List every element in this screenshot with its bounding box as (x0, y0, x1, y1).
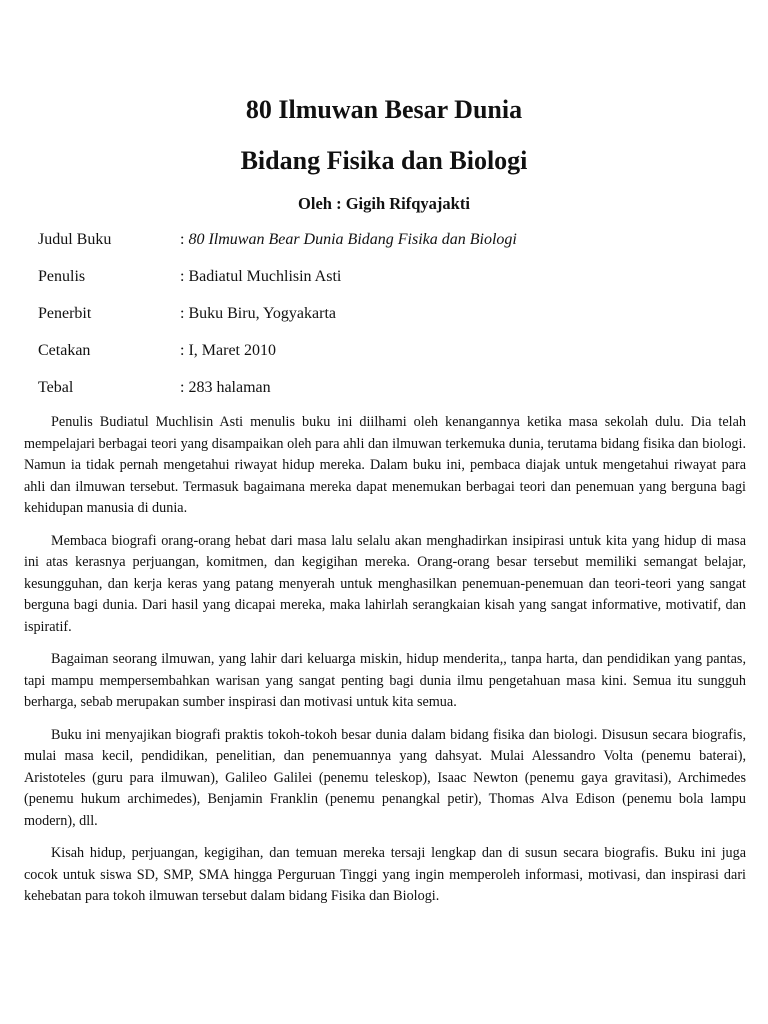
meta-separator: : (180, 379, 189, 396)
meta-row-judul-buku (38, 232, 738, 269)
meta-label: Cetakan (38, 342, 91, 359)
meta-value (180, 269, 341, 285)
meta-row-cetakan (38, 343, 738, 380)
meta-row-penerbit (38, 306, 738, 343)
meta-label: Tebal (38, 379, 74, 396)
book-metadata (38, 232, 738, 417)
meta-label: Judul Buku (38, 231, 112, 248)
author-value: Badiatul Muchlisin Asti (188, 268, 342, 285)
meta-label: Penulis (38, 268, 86, 285)
document-title: 80 Ilmuwan Besar Dunia (245, 95, 523, 124)
edition-value: I, Maret 2010 (188, 342, 276, 359)
document-subtitle: Bidang Fisika dan Biologi (240, 146, 528, 175)
meta-label: Penerbit (38, 305, 92, 322)
meta-separator: : (180, 231, 189, 248)
body-paragraph: Kisah hidup, perjuangan, kegigihan, dan temuan mereka tersaji lengkap dan di susun secara biografis. Buku ini juga cocok untuk siswa SD, SMP, SMA hingga Perguruan Tinggi yang ingin memperoleh informasi, motivasi, dan inspirasi dari kehebatan para tokoh ilmuwan tersebut dalam bidang Fisika dan Biologi. (24, 845, 746, 904)
meta-row-penulis (38, 269, 738, 306)
book-title-value: 80 Ilmuwan Bear Dunia Bidang Fisika dan Biologi (188, 231, 517, 248)
meta-separator: : (180, 268, 189, 285)
author-line: Oleh : Gigih Rifqyajakti (298, 194, 470, 213)
meta-separator: : (180, 305, 189, 322)
body-paragraph: Membaca biografi orang-orang hebat dari masa lalu selalu akan menghadirkan insipirasi untuk kita yang hidup di masa ini atas kerasnya perjuangan, komitmen, dan kegigihan mereka. Orang-orang besar tersebut memiliki semangat belajar, kesungguhan, dan kerja keras yang patang menyerah untuk menghasilkan penemuan-penemuan dan teori-teori yang sangat berguna bagi dunia. Dari hasil yang dicapai mereka, maka lahirlah serangkaian kisah yang sangat informative, motivatif, dan ispiratif. (24, 532, 746, 635)
review-body (24, 412, 746, 919)
meta-value (180, 380, 271, 396)
meta-value (180, 343, 276, 359)
body-paragraph: Penulis Budiatul Muchlisin Asti menulis buku ini diilhami oleh kenangannya ketika masa sekolah dulu. Dia telah mempelajari berbagai teori yang disampaikan oleh para ahli dan ilmuwan terkemuka dunia, terutama bidang fisika dan biologi. Namun ia tidak pernah mengetahui riwayat hidup mereka. Dalam buku ini, pembaca diajak untuk mengetahui riwayat para ahli dan ilmuwan tersebut. Termasuk bagaimana mereka dapat menemukan berbagai teori dan penemuan yang berguna bagi kehidupan manusia di dunia. (24, 414, 746, 516)
meta-value (180, 306, 336, 322)
body-paragraph: Buku ini menyajikan biografi praktis tokoh-tokoh besar dunia dalam bidang fisika dan biologi. Disusun secara biografis, mulai masa kecil, pendidikan, penelitian, dan penemuannya yang dahsyat. Mulai Alessandro Volta (penemu baterai), Aristoteles (guru para ilmuwan), Galileo Galilei (penemu teleskop), Isaac Newton (penemu gaya gravitasi), Archimedes (penemu hukum archimedes), Benjamin Franklin (penemu penangkal petir), Thomas Alva Edison (penemu bola lampu modern), dll. (24, 726, 746, 829)
body-paragraph: Bagaiman seorang ilmuwan, yang lahir dari keluarga miskin, hidup menderita,, tanpa harta, dan pendidikan yang pantas, tapi mampu mempersembahkan warisan yang sangat penting bagi dunia ilmu pengetahuan masa kini. Semua itu sungguh berharga, sebab merupakan sumber inspirasi dan motivasi untuk kita semua. (24, 651, 746, 710)
meta-value (180, 232, 517, 248)
publisher-value: Buku Biru, Yogyakarta (188, 305, 337, 322)
page-count-value: 283 halaman (188, 379, 271, 396)
meta-separator: : (180, 342, 189, 359)
